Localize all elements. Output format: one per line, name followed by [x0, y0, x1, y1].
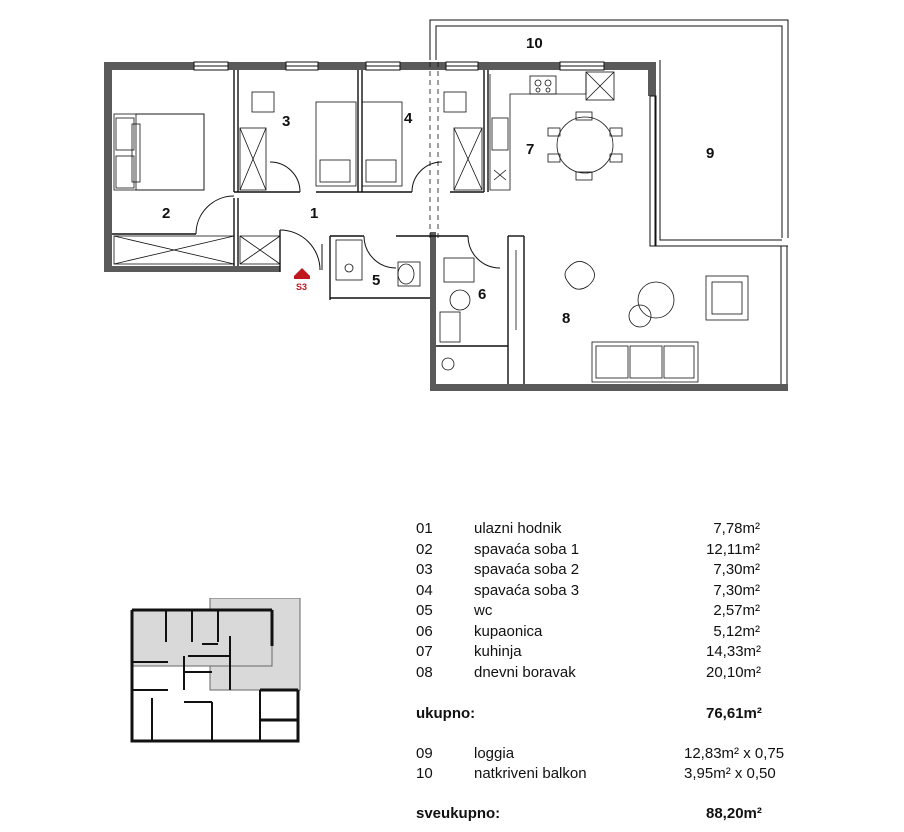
room-number: 07	[416, 643, 433, 660]
area-row-07	[416, 642, 796, 663]
room-name: dnevni boravak	[474, 663, 576, 681]
room-area: 2,57m²	[713, 602, 760, 619]
room-label-5: 5	[372, 272, 381, 289]
subtotal-value: 76,61m²	[706, 705, 762, 722]
room-label-2: 2	[162, 205, 171, 222]
room-area: 7,78m²	[713, 520, 760, 537]
room-area: 7,30m²	[713, 581, 760, 599]
area-row-08	[416, 663, 796, 684]
room-name: kuhinja	[474, 643, 522, 660]
interior-walls	[112, 70, 524, 384]
room-area: 12,83m² x 0,75	[684, 744, 785, 762]
room-number: 10	[416, 765, 433, 782]
area-row-06	[416, 622, 796, 643]
room-number: 01	[416, 520, 433, 537]
room-number: 02	[416, 540, 433, 558]
subtotal-label: ukupno:	[416, 705, 476, 722]
room-name: spavaća soba 2	[474, 561, 580, 578]
total-value: 88,20m²	[706, 804, 762, 822]
room-name: wc	[474, 602, 493, 619]
area-row-05	[416, 601, 796, 622]
room-label-1: 1	[310, 205, 319, 222]
area-row-01	[416, 519, 796, 540]
room-name: natkriveni balkon	[474, 765, 587, 782]
room-number: 03	[416, 561, 433, 578]
room-area: 3,95m² x 0,50	[684, 765, 776, 782]
room-number: 09	[416, 744, 433, 762]
area-row-04	[416, 581, 796, 602]
total-label: sveukupno:	[416, 804, 501, 822]
loggia-railing	[781, 246, 787, 384]
area-row-03	[416, 560, 796, 581]
room-name: kupaonica	[474, 622, 543, 640]
room-label-6: 6	[478, 286, 487, 303]
room-label-7: 7	[526, 141, 535, 158]
room-area: 20,10m²	[706, 663, 762, 681]
room-number: 05	[416, 602, 433, 619]
beam-lines	[430, 62, 438, 240]
floor-plan	[0, 0, 904, 400]
area-table	[416, 519, 796, 824]
room-name: ulazni hodnik	[474, 520, 562, 537]
windows	[194, 62, 656, 246]
area-row-02	[416, 540, 796, 561]
room-number: 08	[416, 663, 433, 681]
room-label-4: 4	[404, 110, 413, 127]
stair-marker-label: S3	[296, 282, 308, 292]
room-number: 04	[416, 581, 433, 599]
wardrobes	[114, 72, 614, 264]
subtotal-row	[416, 704, 796, 725]
room-name: spavaća soba 1	[474, 540, 580, 558]
room-area: 7,30m²	[713, 561, 760, 578]
total-row	[416, 804, 796, 825]
room-area: 5,12m²	[713, 622, 760, 640]
room-label-10: 10	[526, 35, 543, 52]
area-row-10	[416, 764, 796, 785]
room-area: 14,33m²	[706, 643, 762, 660]
room-label-3: 3	[282, 113, 291, 130]
room-name: loggia	[474, 744, 515, 762]
room-number: 06	[416, 622, 433, 640]
area-row-09	[416, 744, 796, 765]
room-label-8: 8	[562, 310, 571, 327]
room-area: 12,11m²	[706, 540, 760, 558]
room-label-9: 9	[706, 145, 715, 162]
key-plan	[128, 598, 304, 744]
stair-marker	[294, 268, 310, 292]
room-name: spavaća soba 3	[474, 581, 580, 599]
